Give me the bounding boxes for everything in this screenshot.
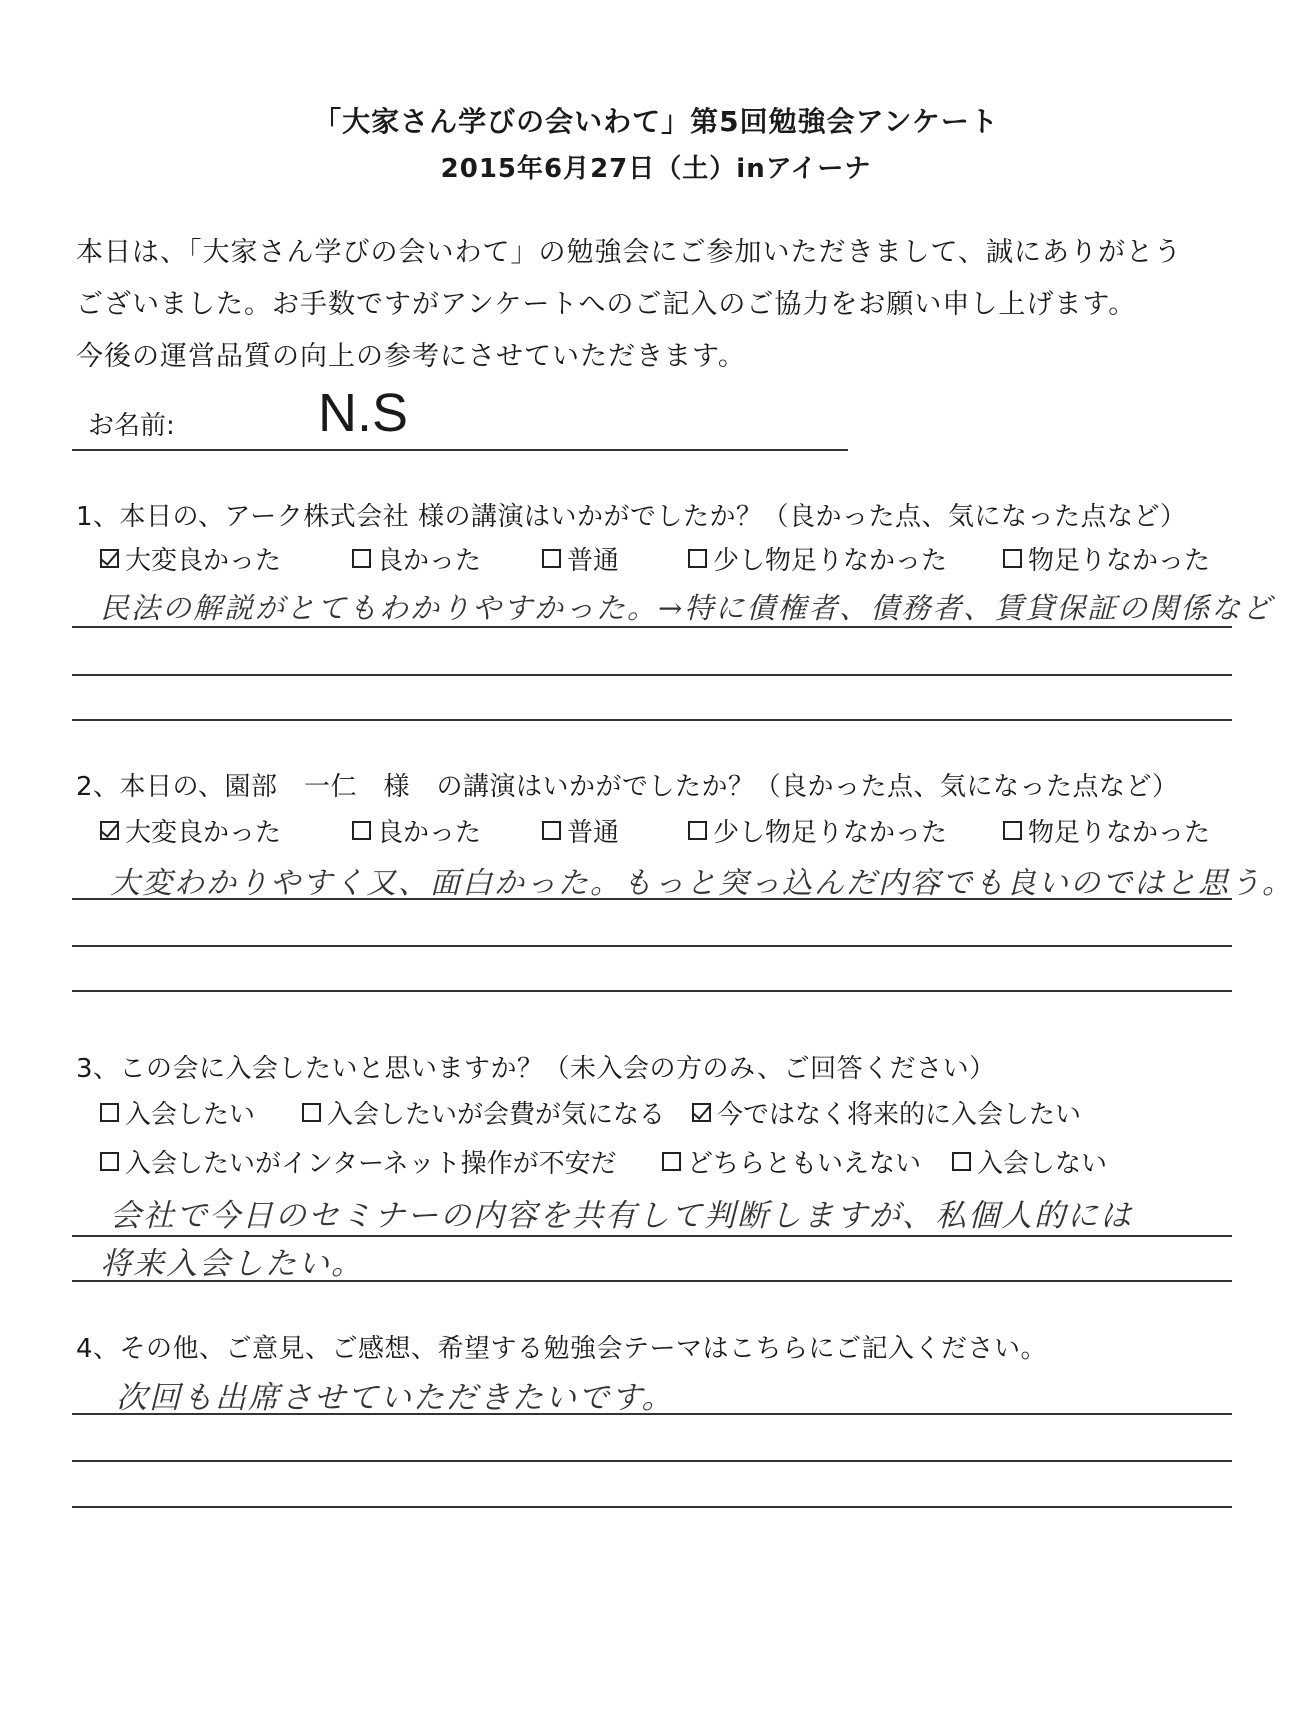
q1-answer-line-3 <box>72 719 1232 721</box>
checkbox-icon[interactable] <box>542 821 561 840</box>
q1-option-4[interactable]: 少し物足りなかった <box>688 540 947 577</box>
name-value[interactable]: N.S <box>318 383 409 443</box>
q2-answer-line-3 <box>72 990 1232 992</box>
q1-answer-line-2 <box>72 674 1232 676</box>
q3-option-6[interactable]: 入会しない <box>952 1143 1107 1180</box>
q3-option-4[interactable]: 入会したいがインターネット操作が不安だ <box>100 1143 617 1180</box>
q1-answer-line-1 <box>72 626 1232 628</box>
q3-option-1[interactable]: 入会したい <box>100 1094 255 1131</box>
q3-option-3[interactable]: 今ではなく将来的に入会したい <box>692 1094 1081 1131</box>
checkbox-icon[interactable] <box>688 821 707 840</box>
checkbox-icon[interactable] <box>662 1152 681 1171</box>
q2-option-5[interactable]: 物足りなかった <box>1003 812 1210 849</box>
q4-text: 4、その他、ご意見、ご感想、希望する勉強会テーマはこちらにご記入ください。 <box>76 1334 1048 1364</box>
intro-line-2: ございました。お手数ですがアンケートへのご記入のご協力をお願い申し上げます。 <box>76 289 1137 320</box>
q3-answer-line-2-text[interactable]: 将来入会したい。 <box>100 1246 364 1282</box>
q1-answer[interactable]: 民法の解説がとてもわかりやすかった。→特に債権者、債務者、賃貸保証の関係など <box>100 591 1274 625</box>
checkbox-icon[interactable] <box>542 549 561 568</box>
survey-date: 2015年6月27日（土）inアイーナ <box>440 154 872 184</box>
q4-answer-line-2 <box>72 1460 1232 1462</box>
q2-text: 2、本日の、園部 一仁 様 の講演はいかがでしたか？（良かった点、気になった点など） <box>76 772 1179 802</box>
survey-title: 「大家さん学びの会いわて」第5回勉強会アンケート <box>313 105 999 138</box>
q4-answer[interactable]: 次回も出席させていただきたいです。 <box>116 1380 675 1416</box>
q4-answer-line-1 <box>72 1413 1232 1415</box>
q1-option-2[interactable]: 良かった <box>352 540 481 577</box>
q2-answer-line-1 <box>72 898 1232 900</box>
checkbox-icon[interactable] <box>302 1103 321 1122</box>
checkbox-icon[interactable] <box>952 1152 971 1171</box>
q1-text: 1、本日の、アーク株式会社 様の講演はいかがでしたか？（良かった点、気になった点など） <box>76 502 1187 532</box>
q2-option-4[interactable]: 少し物足りなかった <box>688 812 947 849</box>
q2-answer[interactable]: 大変わかりやすく又、面白かった。もっと突っ込んだ内容でも良いのではと思う。 <box>110 866 1294 901</box>
checkbox-icon[interactable] <box>688 549 707 568</box>
q2-option-1[interactable]: 大変良かった <box>100 812 281 849</box>
name-underline <box>72 449 848 451</box>
q3-option-5[interactable]: どちらともいえない <box>662 1143 921 1180</box>
intro-line-1: 本日は、「大家さん学びの会いわて」の勉強会にご参加いただきまして、誠にありがとう <box>76 237 1182 268</box>
q1-option-1[interactable]: 大変良かった <box>100 540 281 577</box>
checkbox-icon[interactable] <box>352 549 371 568</box>
q2-answer-line-2 <box>72 945 1232 947</box>
q4-answer-line-3 <box>72 1506 1232 1508</box>
q2-option-3[interactable]: 普通 <box>542 812 619 849</box>
checkbox-icon[interactable] <box>100 1152 119 1171</box>
checkbox-icon[interactable] <box>352 821 371 840</box>
checkbox-checked-icon[interactable] <box>100 549 119 568</box>
name-label: お名前: <box>88 411 175 441</box>
intro-line-3: 今後の運営品質の向上の参考にさせていただきます。 <box>76 341 746 372</box>
checkbox-checked-icon[interactable] <box>100 821 119 840</box>
q3-answer-line-1 <box>72 1235 1232 1237</box>
q1-option-3[interactable]: 普通 <box>542 540 619 577</box>
q2-option-2[interactable]: 良かった <box>352 812 481 849</box>
q1-option-5[interactable]: 物足りなかった <box>1003 540 1210 577</box>
q3-answer-line-2 <box>72 1280 1232 1282</box>
checkbox-icon[interactable] <box>1003 821 1022 840</box>
checkbox-icon[interactable] <box>100 1103 119 1122</box>
checkbox-icon[interactable] <box>1003 549 1022 568</box>
q3-option-2[interactable]: 入会したいが会費が気になる <box>302 1094 665 1131</box>
checkbox-checked-icon[interactable] <box>692 1103 711 1122</box>
q3-answer-line-1-text[interactable]: 会社で今日のセミナーの内容を共有して判断しますが、私個人的には <box>110 1198 1133 1234</box>
q3-text: 3、この会に入会したいと思いますか？（未入会の方のみ、ご回答ください） <box>76 1054 996 1084</box>
